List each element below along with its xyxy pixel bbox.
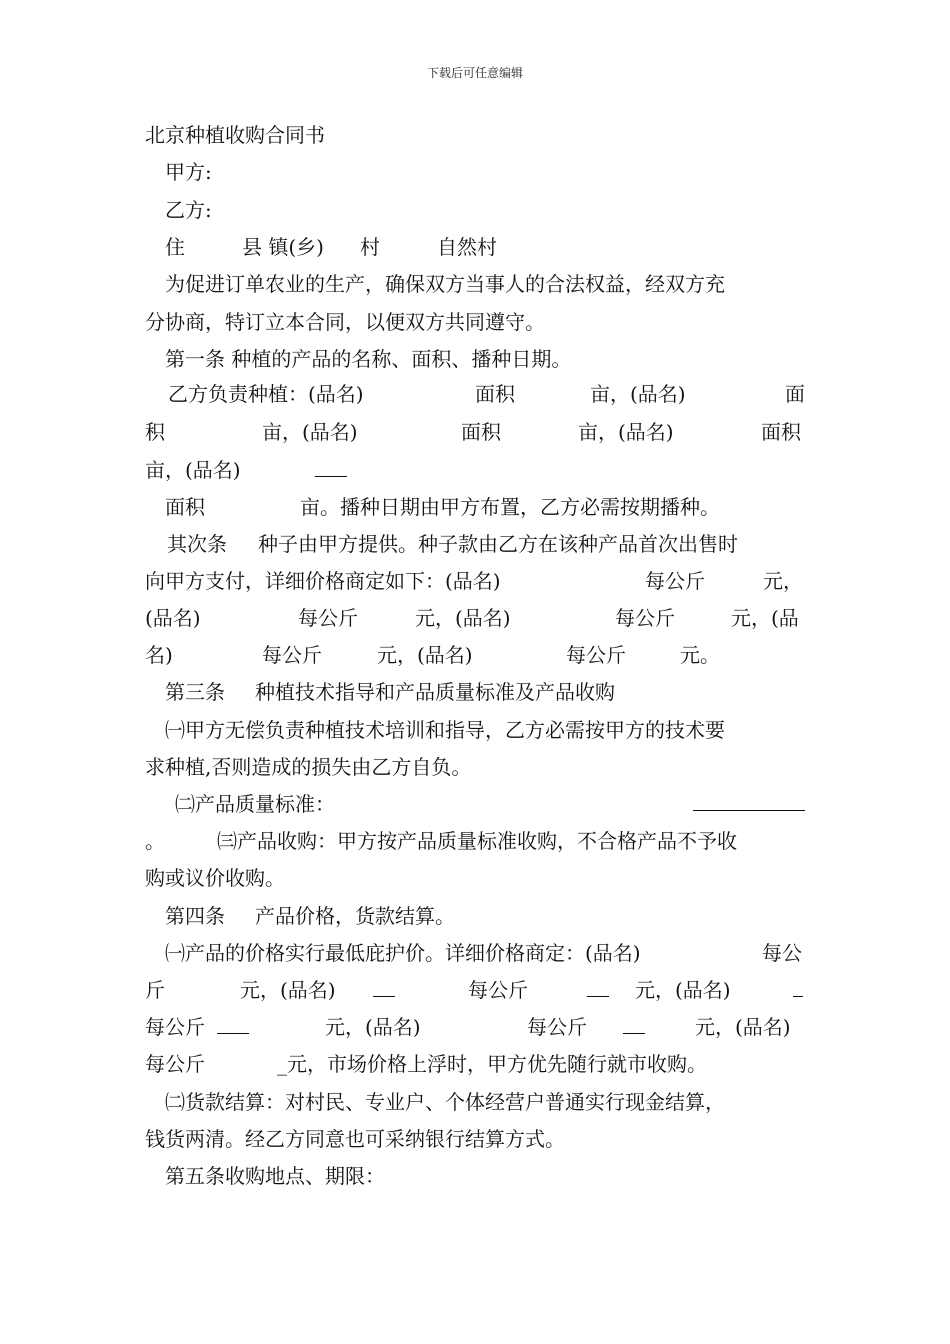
article-4-heading: 第四条 产品价格，货款结算。 [165,904,455,928]
article-3-heading: 第三条 种植技术指导和产品质量标准及产品收购 [165,680,615,704]
blank-line [373,974,395,997]
article-3-item-1-line-1: ㈠甲方无偿负责种植技术培训和指导，乙方必需按甲方的技术要 [165,718,725,742]
article-2-line-4: 名) 每公斤 元，(品名) 每公斤 元。 [145,643,720,667]
blank-line [623,1011,645,1034]
blank-line [793,974,803,997]
party-a-line: 甲方: [165,160,212,184]
document-title: 北京种植收购合同书 [145,123,325,147]
blank-line [693,788,805,811]
address-line: 住 县 镇(乡) 村 自然村 [165,235,497,259]
article-3-item-3-line-2: 购或议价收购。 [145,866,285,890]
article-3-item-2: ㈡产品质量标准： [145,788,806,820]
article-4-line-4: 每公斤 _元，市场价格上浮时，甲方优先随行就市收购。 [145,1052,707,1076]
blank-line [587,974,609,997]
article-1-line-1: 乙方负责种植：(品名) 面积 亩，(品名) 面 [168,382,805,406]
article-4-item-2-line-1: ㈡货款结算：对村民、专业户、个体经营户普通实行现金结算， [165,1090,725,1114]
article-1-line-2: 积 亩，(品名) 面积 亩，(品名) 面积 [145,420,801,444]
article-4-line-2: 斤 元，(品名) 每公斤 元，(品名) [145,974,806,1006]
article-2-line-3: (品名) 每公斤 元，(品名) 每公斤 元，(品 [145,606,799,630]
party-b-line: 乙方: [165,198,212,222]
preamble-line-2: 分协商，特订立本合同，以便双方共同遵守。 [145,310,545,334]
article-4-line-1: ㈠产品的价格实行最低庇护价。详细价格商定：(品名) 每公 [165,941,802,965]
article-1-line-3: 亩，(品名) [145,454,806,486]
article-1-line-4: 面积 亩。播种日期由甲方布置，乙方必需按期播种。 [165,495,720,519]
article-4-item-2-line-2: 钱货两清。经乙方同意也可采纳银行结算方式。 [145,1127,565,1151]
preamble-line-1: 为促进订单农业的生产，确保双方当事人的合法权益，经双方充 [165,272,725,296]
article-5-heading: 第五条收购地点、期限： [165,1164,385,1188]
article-4-line-3: 每公斤 元，(品名) 每公斤 元，(品名) [145,1011,806,1043]
blank-line [217,1011,249,1034]
blank-line [315,454,347,477]
article-3-item-3-line-1: 。 ㈢产品收购：甲方按产品质量标准收购，不合格产品不予收 [145,829,737,853]
article-2-line-2: 向甲方支付，详细价格商定如下：(品名) 每公斤 元， [145,569,803,593]
article-2-line-1: 其次条 种子由甲方提供。种子款由乙方在该种产品首次出售时 [167,532,738,556]
article-3-item-1-line-2: 求种植,否则造成的损失由乙方自负。 [145,755,472,779]
article-1-heading: 第一条 种植的产品的名称、面积、播种日期。 [165,347,572,371]
page-header: 下载后可任意编辑 [426,66,523,80]
